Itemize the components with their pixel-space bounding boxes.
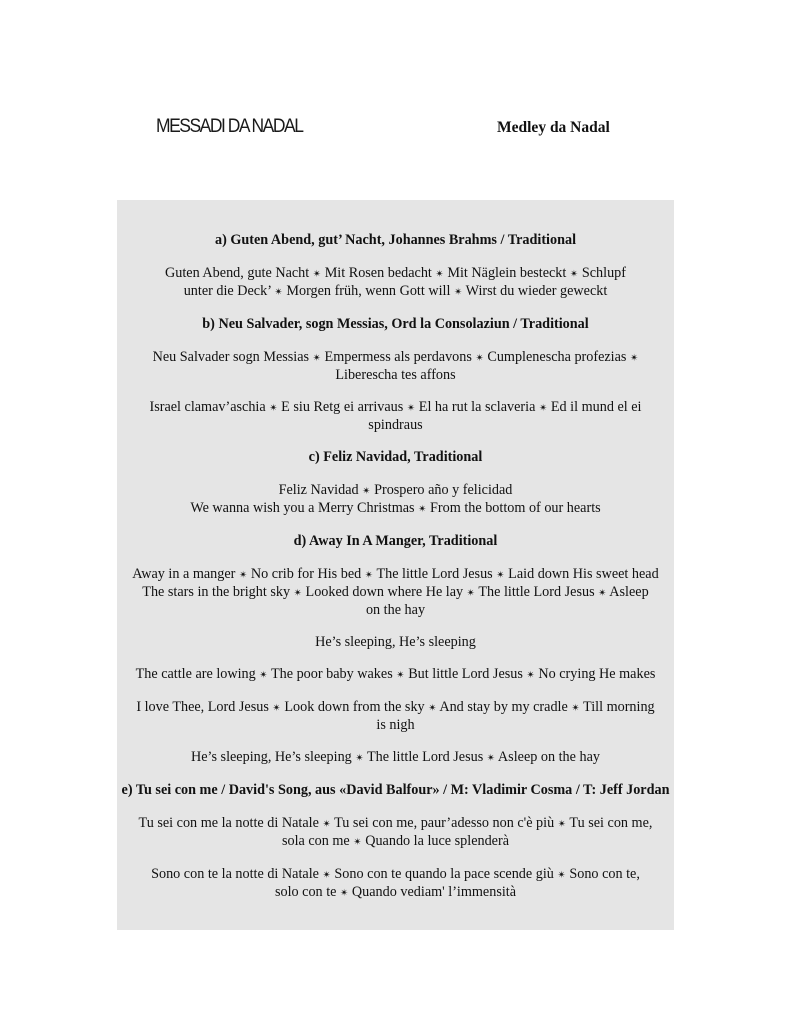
lyric-line: Tu sei con me la notte di Natale ✴ Tu sei con me, paur’adesso non c'è più ✴ Tu sei con me, [138, 815, 653, 831]
lyric-stanza [117, 749, 674, 767]
separator-star-icon: ✴ [312, 353, 321, 364]
separator-star-icon: ✴ [274, 287, 283, 298]
separator-star-icon: ✴ [453, 287, 463, 298]
separator-star-icon: ✴ [396, 670, 405, 681]
lyric-stanza [117, 399, 674, 434]
separator-star-icon: ✴ [272, 703, 281, 714]
separator-star-icon: ✴ [269, 403, 278, 414]
separator-star-icon: ✴ [526, 670, 535, 681]
separator-star-icon: ✴ [598, 588, 607, 599]
separator-star-icon: ✴ [475, 353, 484, 364]
lyric-line: unter die Deck’ ✴ Morgen früh, wenn Gott will ✴ Wirst du wieder geweckt [183, 283, 608, 299]
separator-star-icon: ✴ [238, 570, 248, 581]
program-title: MESSADI DA NADAL [156, 116, 303, 137]
separator-star-icon: ✴ [569, 269, 579, 280]
separator-star-icon: ✴ [293, 588, 302, 599]
separator-star-icon: ✴ [538, 403, 548, 414]
lyric-stanza [117, 866, 674, 902]
lyric-stanza [117, 265, 674, 301]
lyric-line: on the hay [365, 602, 426, 618]
separator-star-icon: ✴ [353, 837, 362, 848]
lyric-stanza [117, 566, 674, 619]
lyric-line: Guten Abend, gute Nacht ✴ Mit Rosen bedacht ✴ Mit Näglein besteckt ✴ Schlupf [165, 265, 626, 281]
section-heading: c) Feliz Navidad, Traditional [308, 449, 483, 465]
lyric-line: We wanna wish you a Merry Christmas ✴ From the bottom of our hearts [190, 500, 601, 516]
lyric-stanza [117, 482, 674, 518]
medley-title: Medley da Nadal [497, 119, 610, 136]
separator-star-icon: ✴ [486, 753, 496, 764]
separator-star-icon: ✴ [435, 269, 444, 280]
separator-star-icon: ✴ [629, 353, 639, 364]
separator-star-icon: ✴ [339, 888, 349, 899]
lyrics-content [117, 232, 674, 917]
lyric-line: The stars in the bright sky ✴ Looked down where He lay ✴ The little Lord Jesus ✴ Asleep [142, 584, 649, 600]
separator-star-icon: ✴ [259, 670, 268, 681]
separator-star-icon: ✴ [466, 588, 476, 599]
lyrics-panel [117, 200, 674, 930]
lyric-line: is nigh [376, 717, 415, 733]
separator-star-icon: ✴ [406, 403, 416, 414]
separator-star-icon: ✴ [322, 819, 331, 830]
separator-star-icon: ✴ [362, 486, 371, 497]
lyric-line: I love Thee, Lord Jesus ✴ Look down from the sky ✴ And stay by my cradle ✴ Till morning [136, 699, 655, 715]
lyric-line: Neu Salvader sogn Messias ✴ Empermess als perdavons ✴ Cumplenescha profezias ✴ [152, 349, 639, 365]
lyric-line: Feliz Navidad ✴ Prospero año y felicidad [278, 482, 513, 498]
separator-star-icon: ✴ [557, 870, 566, 881]
separator-star-icon: ✴ [322, 870, 331, 881]
separator-star-icon: ✴ [312, 269, 322, 280]
lyric-stanza [117, 666, 674, 684]
section-heading: d) Away In A Manger, Traditional [293, 533, 498, 549]
lyric-line: Israel clamav’aschia ✴ E siu Retg ei arrivaus ✴ El ha rut la sclaveria ✴ Ed il mund el ei [149, 399, 642, 415]
separator-star-icon: ✴ [496, 570, 505, 581]
separator-star-icon: ✴ [557, 819, 567, 830]
lyric-line: solo con te ✴ Quando vediam' l’immensità [274, 884, 517, 900]
lyric-stanza [117, 815, 674, 851]
lyric-stanza [117, 699, 674, 734]
lyric-line: He’s sleeping, He’s sleeping [315, 634, 476, 650]
lyric-line: spindraus [368, 417, 423, 433]
lyric-line: sola con me ✴ Quando la luce splenderà [281, 833, 510, 849]
separator-star-icon: ✴ [364, 570, 374, 581]
section-heading: e) Tu sei con me / David's Song, aus «David Balfour» / M: Vladimir Cosma / T: Jeff Jordan [121, 782, 670, 798]
lyric-line: Sono con te la notte di Natale ✴ Sono con te quando la pace scende giù ✴ Sono con te, [151, 866, 640, 882]
lyric-stanza [117, 349, 674, 384]
separator-star-icon: ✴ [571, 703, 580, 714]
lyric-line: He’s sleeping, He’s sleeping ✴ The little Lord Jesus ✴ Asleep on the hay [191, 749, 600, 765]
separator-star-icon: ✴ [355, 753, 364, 764]
lyric-line: The cattle are lowing ✴ The poor baby wakes ✴ But little Lord Jesus ✴ No crying He makes [135, 666, 656, 682]
section-heading: a) Guten Abend, gut’ Nacht, Johannes Brahms / Traditional [214, 232, 577, 248]
separator-star-icon: ✴ [428, 703, 437, 714]
lyric-stanza [117, 634, 674, 651]
lyric-line: Liberescha tes affons [335, 367, 456, 383]
lyric-line: Away in a manger ✴ No crib for His bed ✴ The little Lord Jesus ✴ Laid down His sweet head [132, 566, 659, 582]
section-heading: b) Neu Salvader, sogn Messias, Ord la Consolaziun / Traditional [202, 316, 589, 332]
separator-star-icon: ✴ [418, 504, 427, 515]
